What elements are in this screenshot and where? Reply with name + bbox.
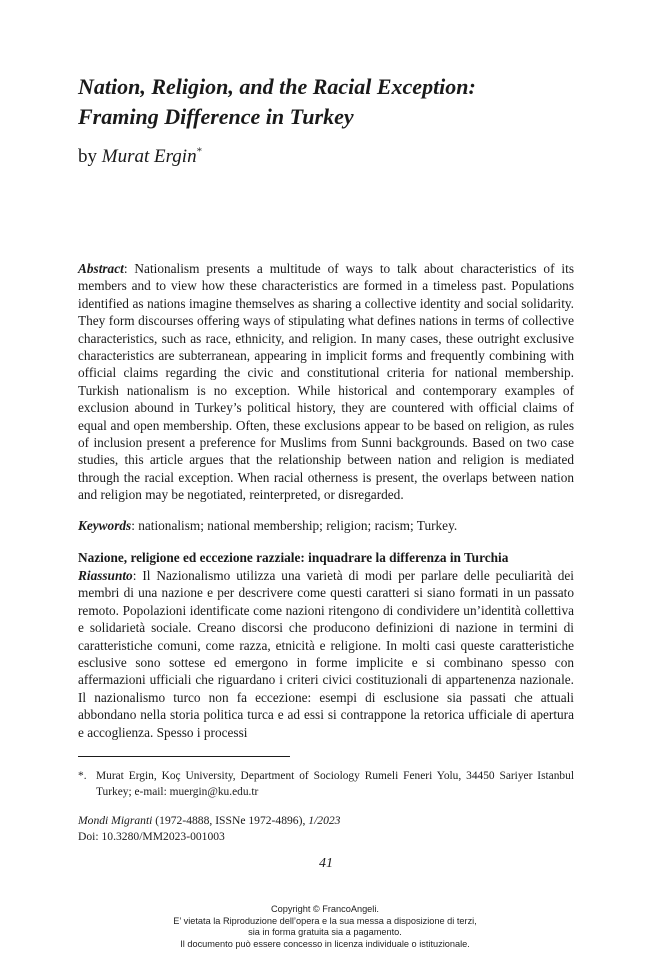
byline: [78, 145, 202, 169]
italian-title: Nazione, religione ed eccezione razziale: inquadrare la differenza in Turchia: [78, 550, 509, 565]
abstract-text: : Nationalism presents a multitude of ways to talk about characteristics of its members and to view how these characteristics are formed in a timeless past. Populations identified as nations imagine themselves as sharing a collective identity and social solidarity. They form discourses offering ways of stipulating what defines nations in terms of collective characteristics, such as race, ethnicity, and religion. In many cases, these outright exclusive characteristics are subterranean, appearing in implicit forms and frequently combining with official claims regarding the civic and constitutional criteria for national membership. Turkish nationalism is no exception. While historical and contemporary examples of exclusion abound in Turkey’s political history, they are countered with official claims of equal and open membership. Often, these exclusions appear to be based on religion, as rules of inclusion present a preference for Muslims from Sunni backgrounds. Based on two case studies, this article argues that the relationship between nation and religion is mediated through the racial exception. When racial otherness is present, the overlaps between nation and religion may be negotiated, reinterpreted, or disregarded.: [78, 261, 574, 503]
journal-name: Mondi Migranti: [78, 814, 153, 827]
journal-issue: 1/2023: [308, 814, 341, 827]
page-number: 41: [319, 856, 333, 871]
byline-prefix: by: [78, 146, 97, 167]
keywords-text: : nationalism; national membership; religion; racism; Turkey.: [131, 518, 458, 533]
keywords-label: Keywords: [78, 518, 132, 533]
title-line-1: Nation, Religion, and the Racial Exception:: [78, 74, 476, 99]
footnote: [78, 768, 574, 800]
article-title: [78, 72, 574, 132]
riassunto-text: : Il Nazionalismo utilizza una varietà di modi per parlare delle peculiarità dei membri di una nazione e per descrivere come questi caratteri si siano formati in un passato remoto. Popolazioni identificate come nazioni ritengono di condividere un’identità collettiva e solidarietà sociale. Creano discorsi che producono definizioni di nazione in termini di caratteristiche comuni, come razza, etnicità e religione. In molti casi queste caratteristiche esclusive sono sottese ed emergono in forme implicite e si combinano spesso con affermazioni ufficiali che riguardano i criteri civici costituzionali di appartenenza nazionale. Il nazionalismo turco non fa eccezione: esempi di esclusione sia passati che attuali abbondano nella storia politica turca e ad essi si contrappone la retorica ufficiale di apertura e accoglienza. Spesso i processi: [78, 568, 574, 740]
keywords: [78, 517, 574, 534]
abstract: [78, 260, 574, 504]
riassunto-label: Riassunto: [78, 568, 133, 583]
riassunto: [78, 567, 574, 741]
abstract-label: Abstract: [78, 261, 124, 276]
journal-info: [78, 813, 574, 845]
copyright-line-1: Copyright © FrancoAngeli.: [271, 904, 379, 914]
title-line-2: Framing Difference in Turkey: [78, 104, 354, 129]
footnote-text: Murat Ergin, Koç University, Department of Sociology Rumeli Feneri Yolu, 34450 Sariyer Istanbul Turkey; e-mail: muergin@ku.edu.tr: [96, 770, 574, 798]
copyright-line-2: E’ vietata la Riproduzione dell’opera e la sua messa a disposizione di terzi,: [173, 915, 477, 926]
journal-citation: [78, 813, 574, 829]
author-name: Murat Ergin: [101, 146, 197, 167]
journal-doi: Doi: 10.3280/MM2023-001003: [78, 830, 225, 843]
footnote-marker: *.: [78, 770, 87, 782]
footnote-divider: [78, 756, 290, 757]
journal-issn: (1972-4888, ISSNe 1972-4896),: [152, 814, 309, 827]
author-footnote-mark: *: [196, 145, 203, 158]
copyright-line-3: sia in forma gratuita sia a pagamento.: [248, 927, 402, 937]
copyright-line-4: Il documento può essere concesso in licenza individuale o istituzionale.: [180, 938, 470, 949]
copyright-notice: [0, 904, 650, 950]
